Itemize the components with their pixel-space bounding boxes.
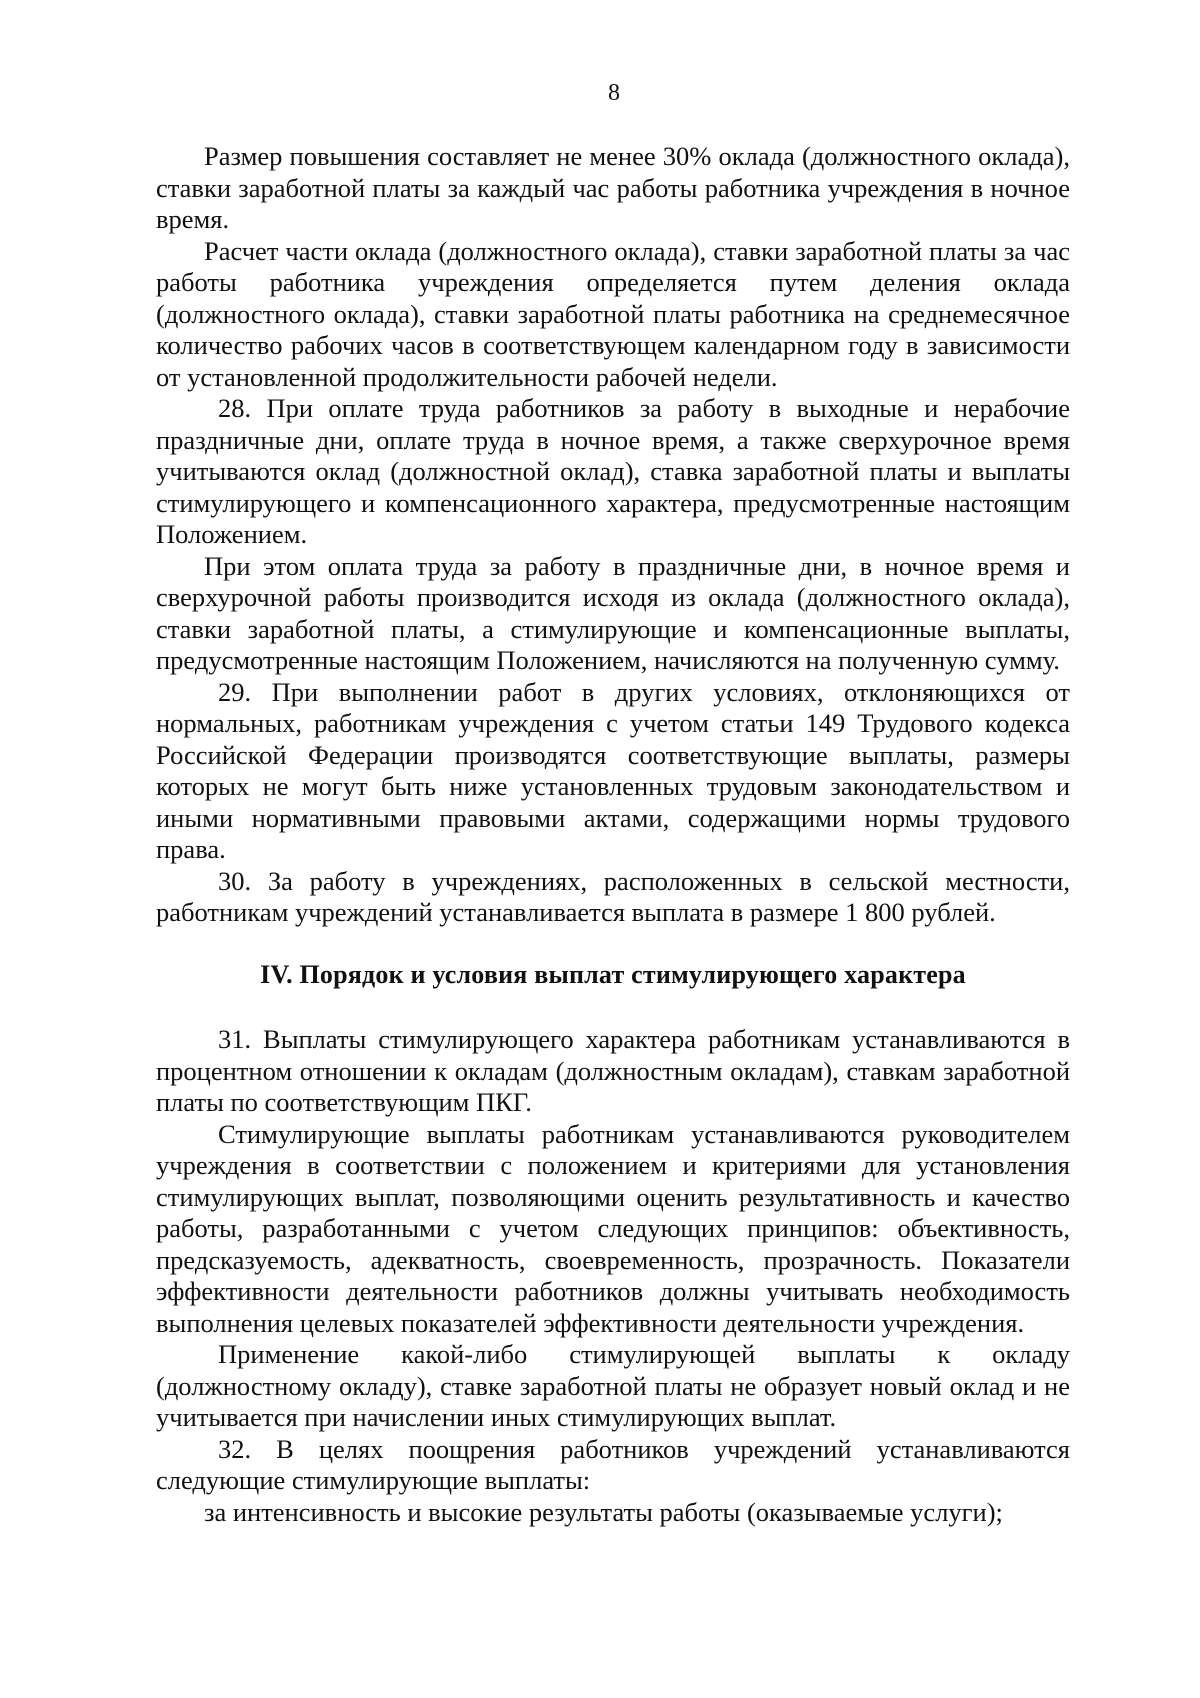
document-body	[156, 141, 1070, 1528]
paragraph-incentive-application: Применение какой-либо стимулирующей выплаты к окладу (должностному окладу), ставке заработной платы не образует новый оклад и не учитывается при начислении иных стимулирующих выплат.	[156, 1339, 1070, 1432]
paragraph-holiday-pay: При этом оплата труда за работу в праздничные дни, в ночное время и сверхурочной работы производится исходя из оклада (должностного оклада), ставки заработной платы, а стимулирующие и компенсационные выплаты, предусмотренные настоящим Положением, начисляются на полученную сумму.	[156, 550, 1070, 675]
paragraph-clause-30: 30. За работу в учреждениях, расположенных в сельской местности, работникам учреждений устанавливается выплата в размере 1 800 рублей.	[156, 865, 1070, 927]
paragraph-night-work-raise: Размер повышения составляет не менее 30% оклада (должностного оклада), ставки заработной платы за каждый час работы работника учреждения в ночное время.	[156, 141, 1070, 234]
paragraph-intensity-item: за интенсивность и высокие результаты работы (оказываемые услуги);	[204, 1496, 1003, 1527]
paragraph-clause-29: 29. При выполнении работ в других условиях, отклоняющихся от нормальных, работникам учреждения с учетом статьи 149 Трудового кодекса Российской Федерации производятся соответствующие выплаты, размеры которых не могут быть ниже установленных трудовым законодательством и иными нормативными правовыми актами, содержащими нормы трудового права.	[156, 676, 1070, 864]
paragraph-clause-28: 28. При оплате труда работников за работу в выходные и нерабочие праздничные дни, оплате труда в ночное время, а также сверхурочное время учитываются оклад (должностной оклад), ставка заработной платы и выплаты стимулирующего и компенсационного характера, предусмотренные настоящим Положением.	[156, 393, 1070, 549]
paragraph-clause-31: 31. Выплаты стимулирующего характера работникам устанавливаются в процентном отношении к окладам (должностным окладам), ставкам заработной платы по соответствующим ПКГ.	[156, 1024, 1070, 1117]
section-heading: IV. Порядок и условия выплат стимулирующего характера	[260, 959, 966, 989]
paragraph-hourly-calculation: Расчет части оклада (должностного оклада), ставки заработной платы за час работы работника учреждения определяется путем деления оклада (должностного оклада), ставки заработной платы работника на среднемесячное количество рабочих часов в соответствующем календарном году в зависимости от установленной продолжительности рабочей недели.	[156, 235, 1070, 392]
paragraph-clause-32: 32. В целях поощрения работников учреждений устанавливаются следующие стимулирующие выплаты:	[156, 1433, 1070, 1495]
paragraph-incentive-criteria: Стимулирующие выплаты работникам устанавливаются руководителем учреждения в соответствии с положением и критериями для установления стимулирующих выплат, позволяющими оценить результативность и качество работы, разработанными с учетом следующих принципов: объективность, предсказуемость, адекватность, своевременность, прозрачность. Показатели эффективности деятельности работников должны учитывать необходимость выполнения целевых показателей эффективности деятельности учреждения.	[156, 1118, 1070, 1338]
page-number: 8	[608, 80, 620, 106]
